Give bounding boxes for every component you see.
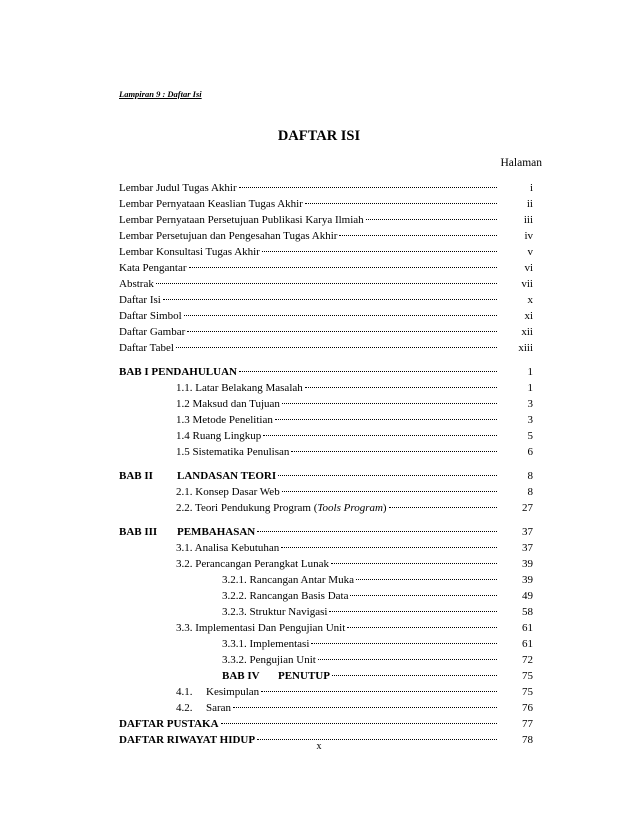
toc-entry-title: Kesimpulan (206, 686, 260, 698)
dot-leader (275, 407, 497, 420)
dot-leader (263, 423, 497, 436)
dot-leader (233, 695, 497, 708)
toc-row (119, 338, 533, 354)
dot-leader (329, 599, 497, 612)
dot-leader (366, 207, 497, 220)
toc-entry-page: 27 (522, 502, 533, 514)
toc-entry-page: 72 (522, 654, 533, 666)
toc-entry-label: Lembar Pernyataan Keaslian Tugas Akhir (119, 198, 303, 210)
toc-entry-title: LANDASAN TEORI (177, 470, 277, 482)
toc-entry-page: 49 (522, 590, 533, 602)
dot-leader (305, 375, 497, 388)
toc-entry-number: BAB IV (222, 670, 260, 682)
toc-entry-label: BAB I PENDAHULUAN (119, 366, 237, 378)
toc-entry-label: Kata Pengantar (119, 262, 187, 274)
dot-leader (187, 319, 497, 332)
toc-entry-label: DAFTAR PUSTAKA (119, 718, 219, 730)
toc-entry-label: 2.1. Konsep Dasar Web (176, 486, 280, 498)
toc-entry-page: 1 (527, 366, 533, 378)
dot-leader (262, 239, 497, 252)
dot-leader (339, 223, 497, 236)
toc-entry-page: 76 (522, 702, 533, 714)
toc-entry-label: Lembar Pernyataan Persetujuan Publikasi Karya Ilmiah (119, 214, 364, 226)
toc-entry-label: Daftar Simbol (119, 310, 182, 322)
dot-leader (282, 479, 497, 492)
toc-entry-title: Saran (206, 702, 232, 714)
page-title: DAFTAR ISI (277, 128, 361, 144)
dot-leader (257, 727, 497, 740)
toc-entry-page: xi (524, 310, 533, 322)
toc-entry-number: 4.1. (176, 686, 193, 698)
toc-entry-italic: Tools Program (317, 502, 383, 514)
dot-leader (163, 287, 497, 300)
dot-leader (281, 535, 497, 548)
dot-leader (257, 519, 497, 532)
toc-entry-label: 3.2.1. Rancangan Antar Muka (222, 574, 354, 586)
toc-entry-page: 3 (527, 398, 533, 410)
lampiran-header: Lampiran 9 : Daftar Isi (119, 89, 202, 99)
toc-entry-page: 78 (522, 734, 533, 746)
toc-row (176, 498, 533, 514)
dot-leader (189, 255, 498, 268)
toc-entry-page: vi (524, 262, 533, 274)
toc-entry-label: 1.4 Ruang Lingkup (176, 430, 262, 442)
halaman-label: Halaman (500, 157, 542, 169)
toc-entry-label: Lembar Judul Tugas Akhir (119, 182, 237, 194)
dot-leader (350, 583, 497, 596)
toc-entry-title: PEMBAHASAN (177, 526, 256, 538)
dot-leader (221, 711, 497, 724)
toc-entry-label: 1.1. Latar Belakang Masalah (176, 382, 303, 394)
toc-entry-number: BAB III (119, 526, 158, 538)
toc-entry-label: Daftar Tabel (119, 342, 174, 354)
dot-leader (184, 303, 497, 316)
toc-entry-label: 2.2. Teori Pendukung Program (Tools Program) (176, 502, 387, 514)
toc-entry-page: x (527, 294, 533, 306)
toc-entry-label: Daftar Isi (119, 294, 161, 306)
toc-entry-page: 61 (522, 622, 533, 634)
dot-leader (356, 567, 497, 580)
toc-entry-label: 3.1. Analisa Kebutuhan (176, 542, 280, 554)
toc-entry-label: 1.2 Maksud dan Tujuan (176, 398, 280, 410)
toc-entry-page: 75 (522, 686, 533, 698)
toc-entry-page: 6 (527, 446, 533, 458)
toc-entry-number: BAB II (119, 470, 153, 482)
dot-leader (261, 679, 497, 692)
toc-entry-page: 37 (522, 526, 533, 538)
toc-entry-label: 3.2.2. Rancangan Basis Data (222, 590, 349, 602)
dot-leader (347, 615, 497, 628)
toc-entry-page: iii (523, 214, 533, 226)
toc-entry-page: 8 (527, 470, 533, 482)
toc-entry-label: 3.3.1. Implementasi (222, 638, 310, 650)
toc-entry-page: 61 (522, 638, 533, 650)
dot-leader (176, 335, 497, 348)
toc-entry-page: 3 (527, 414, 533, 426)
dot-leader (305, 191, 497, 204)
toc-entry-page: 58 (522, 606, 533, 618)
toc-entry-page: 8 (527, 486, 533, 498)
dot-leader (282, 391, 497, 404)
dot-leader (156, 271, 497, 284)
toc-entry-label: 3.3.2. Pengujian Unit (222, 654, 316, 666)
toc-entry-page: vii (521, 278, 533, 290)
toc-entry-number: 4.2. (176, 702, 193, 714)
toc-entry-page: 5 (527, 430, 533, 442)
toc-entry-page: v (527, 246, 533, 258)
toc-entry-label: 3.2.3. Struktur Navigasi (222, 606, 328, 618)
dot-leader (389, 495, 497, 508)
dot-leader (291, 439, 497, 452)
toc-entry-label: 3.3. Implementasi Dan Pengujian Unit (176, 622, 346, 634)
dot-leader (311, 631, 497, 644)
toc-entry-page: 39 (522, 558, 533, 570)
dot-leader (239, 359, 497, 372)
toc-entry-label: Daftar Gambar (119, 326, 186, 338)
dot-leader (331, 551, 497, 564)
toc-entry-label: DAFTAR RIWAYAT HIDUP (119, 734, 256, 746)
toc-row (176, 442, 533, 458)
toc-entry-page: iv (524, 230, 533, 242)
toc-entry-page: i (529, 182, 533, 194)
toc-entry-label: 1.5 Sistematika Penulisan (176, 446, 290, 458)
toc-entry-page: xii (521, 326, 533, 338)
toc-entry-page: 39 (522, 574, 533, 586)
toc-entry-label: 1.3 Metode Penelitian (176, 414, 273, 426)
dot-leader (318, 647, 497, 660)
toc-entry-page: 77 (522, 718, 533, 730)
toc-entry-page: ii (526, 198, 533, 210)
dot-leader (278, 463, 497, 476)
toc-entry-label: 3.2. Perancangan Perangkat Lunak (176, 558, 330, 570)
dot-leader (332, 663, 497, 676)
toc-entry-label: Lembar Persetujuan dan Pengesahan Tugas Akhir (119, 230, 338, 242)
page-number: x (316, 741, 322, 752)
toc-entry-page: 75 (522, 670, 533, 682)
toc-entry-label: Abstrak (119, 278, 154, 290)
toc-entry-title: PENUTUP (278, 670, 330, 682)
toc-entry-page: 1 (527, 382, 533, 394)
toc-entry-page: xiii (518, 342, 533, 354)
toc-entry-label: Lembar Konsultasi Tugas Akhir (119, 246, 260, 258)
dot-leader (239, 175, 497, 188)
toc-entry-page: 37 (522, 542, 533, 554)
